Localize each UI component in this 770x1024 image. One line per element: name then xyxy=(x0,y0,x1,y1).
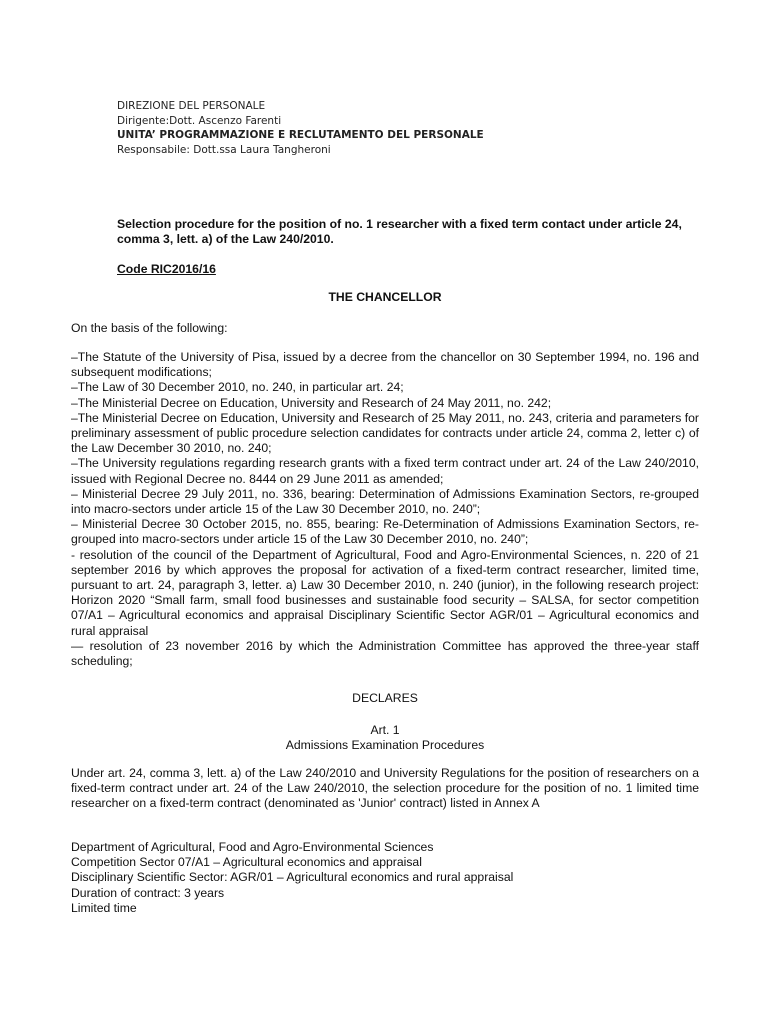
chancellor-heading: THE CHANCELLOR xyxy=(328,290,442,304)
basis-intro: On the basis of the following: xyxy=(71,321,228,335)
legal-basis-item: –The Law of 30 December 2010, no. 240, in particular art. 24; xyxy=(71,380,404,395)
legal-basis-item: – Ministerial Decree 30 October 2015, no. 855, bearing: Re-Determination of Admissions Examination Sectors, re-grouped into macro-sectors under article 15 of the Law 30 December 2010, no. 240”; xyxy=(71,517,699,547)
article-paragraph: Under art. 24, comma 3, lett. a) of the Law 240/2010 and University Regulations for the position of researchers on a fixed-term contract under art. 24 of the Law 240/2010, the selection procedure for the position of no. 1 limited time researcher on a fixed-term contract (denominated as 'Junior' contract) listed in Annex A xyxy=(71,766,699,811)
detail-competition-sector: Competition Sector 07/A1 – Agricultural economics and appraisal xyxy=(71,855,422,870)
header-unit: UNITA’ PROGRAMMAZIONE E RECLUTAMENTO DEL PERSONALE xyxy=(117,129,484,141)
declares-heading: DECLARES xyxy=(352,691,418,705)
header-department: DIREZIONE DEL PERSONALE xyxy=(117,100,266,112)
legal-basis-item: - resolution of the council of the Department of Agricultural, Food and Agro-Environmental Sciences, n. 220 of 21 september 2016 by which approves the proposal for activation of a fixed-term contract researcher, limited time, pursuant to art. 24, paragraph 3, letter. a) Law 30 December 2010, n. 240 (junior), in the following research project: Horizon 2020 “Small farm, small food businesses and sustainable food security – SALSA, for sector competition 07/A1 – Agricultural economics and appraisal Disciplinary Scientific Sector AGR/01 – Agricultural economics and rural appraisal xyxy=(71,547,699,638)
header-responsible: Responsabile: Dott.ssa Laura Tangheroni xyxy=(117,143,331,156)
legal-basis-item: –The Ministerial Decree on Education, University and Research of 24 May 2011, no. 242; xyxy=(71,395,552,410)
article-number: Art. 1 xyxy=(370,723,400,737)
letterhead xyxy=(117,99,484,157)
detail-scientific-sector: Disciplinary Scientific Sector: AGR/01 – Agricultural economics and rural appraisal xyxy=(71,870,514,885)
document-title: Selection procedure for the position of no. 1 researcher with a fixed term contact under article 24, comma 3, lett. a) of the Law 240/2010. xyxy=(117,217,682,246)
header-director: Dirigente:Dott. Ascenzo Farenti xyxy=(117,114,282,127)
article-title: Admissions Examination Procedures xyxy=(285,738,485,753)
legal-basis-item: – Ministerial Decree 29 July 2011, no. 336, bearing: Determination of Admissions Examination Sectors, re-grouped into macro-sectors under article 15 of the Law 30 December 2010, no. 240”; xyxy=(71,486,699,517)
legal-basis-list xyxy=(71,350,699,669)
detail-department: Department of Agricultural, Food and Agro-Environmental Sciences xyxy=(71,840,434,854)
position-details xyxy=(71,840,699,916)
procedure-code: Code RIC2016/16 xyxy=(117,262,216,276)
legal-basis-item: –The Statute of the University of Pisa, issued by a decree from the chancellor on 30 September 1994, no. 196 and subsequent modifications; xyxy=(71,350,699,380)
legal-basis-item: –The University regulations regarding research grants with a fixed term contract under art. 24 of the Law 240/2010, issued with Regional Decree no. 8444 on 29 June 2011 as amended; xyxy=(71,456,699,486)
legal-basis-item: — resolution of 23 november 2016 by which the Administration Committee has approved the three-year staff scheduling; xyxy=(71,638,699,669)
detail-limited-time: Limited time xyxy=(71,900,137,915)
article-heading xyxy=(71,723,699,753)
detail-duration: Duration of contract: 3 years xyxy=(71,885,225,900)
legal-basis-item: –The Ministerial Decree on Education, University and Research of 25 May 2011, no. 243, criteria and parameters for preliminary assessment of public procedure selection candidates for contracts under article 24, comma 2, letter c) of the Law December 30 2010, no. 240; xyxy=(71,410,699,456)
